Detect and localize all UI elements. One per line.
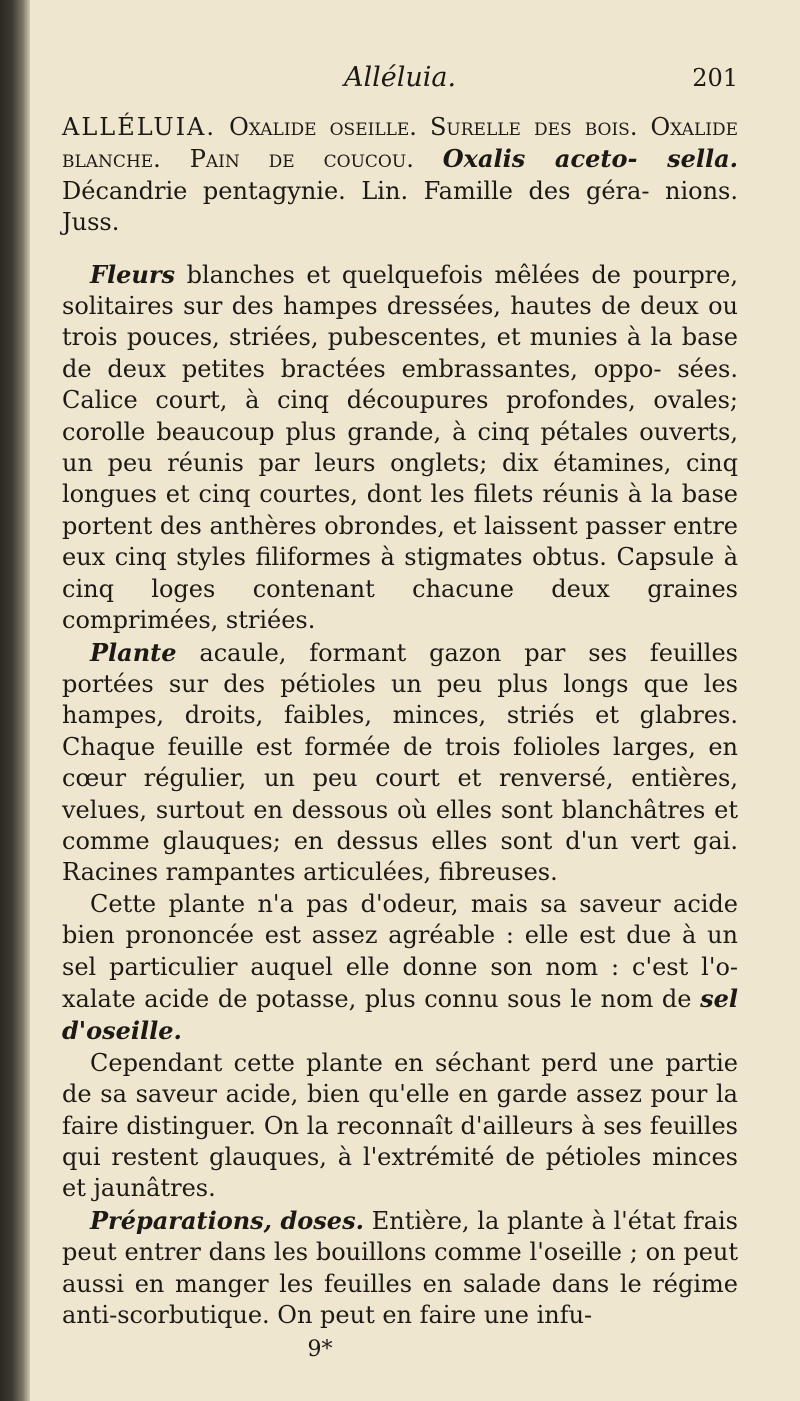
book-page	[62, 60, 738, 1362]
paragraph-cependant	[62, 1048, 738, 1205]
signature-mark: 9*	[307, 1337, 333, 1363]
running-head	[62, 60, 738, 96]
entry-heading	[62, 112, 738, 239]
page-number: 201	[692, 64, 738, 92]
text-cependant: Cependant cette plante en séchant perd une partie de sa saveur acide, bien qu'elle en garde assez pour la faire distinguer. On la reconnaît d'ailleurs à ses feuilles qui restent glauques, à l'extrémité de pétioles minces et jaunâtres.	[62, 1048, 738, 1203]
em-sel-oseille: sel d'oseille.	[62, 983, 738, 1046]
text-fleurs: blanches et quelquefois mêlées de pourpre, solitaires sur des hampes dressées, hautes de deux ou trois pouces, striées, pubescentes, et munies à la base de deux petites bractées embrassantes, oppo- sées. Calice court, à cinq découpures profondes, ovales; corolle beaucoup plus grande, à cinq pétales ouverts, un peu réunis par leurs onglets; dix étamines, cinq longues et cinq courtes, dont les filets réunis à la base portent des anthères obrondes, et laissent passer entre eux cinq styles filiformes à stigmates obtus. Capsule à cinq loges contenant chacune deux graines comprimées, striées.	[62, 260, 738, 635]
paragraph-plante	[62, 637, 738, 889]
paragraph-fleurs	[62, 259, 738, 637]
paragraph-odeur	[62, 889, 738, 1048]
text-plante: acaule, formant gazon par ses feuilles portées sur des pétioles un peu plus longs que les hampes, droits, faibles, minces, striés et glabres. Chaque feuille est formée de trois folioles larges, en cœur régulier, un peu court et renversé, entières, velues, surtout en dessous où elles sont blanchâtres et comme glauques; en dessus elles sont d'un vert gai. Racines rampantes articulées, fibreuses.	[62, 638, 738, 887]
running-title: Alléluia.	[343, 62, 457, 93]
label-plante: Plante	[90, 637, 177, 667]
entry-classification: Décandrie pentagynie. Lin. Famille des géra- nions. Juss.	[62, 176, 738, 237]
paragraph-preparations	[62, 1205, 738, 1332]
entry-headword: ALLÉLUIA.	[62, 113, 217, 141]
text-odeur: Cette plante n'a pas d'odeur, mais sa saveur acide bien prononcée est assez agréable : elle est due à un sel particulier auquel elle donne son nom : c'est l'o- xalate acide de potasse, plus connu sous le nom de	[62, 889, 738, 1013]
text-preparations: Entière, la plante à l'état frais peut entrer dans les bouillons comme l'oseille ; on peut aussi en manger les feuilles en salade dans le régime anti-scorbutique. On peut en faire une infu-	[62, 1206, 739, 1330]
entry-synonyms: Oxalide oseille. Surelle des bois. Oxalide blanche. Pain de coucou.	[62, 113, 738, 174]
label-preparations: Préparations, doses.	[90, 1205, 364, 1235]
label-fleurs: Fleurs	[90, 259, 176, 289]
entry-latin-name: Oxalis aceto- sella.	[442, 144, 738, 174]
book-binding-edge	[0, 0, 30, 1401]
